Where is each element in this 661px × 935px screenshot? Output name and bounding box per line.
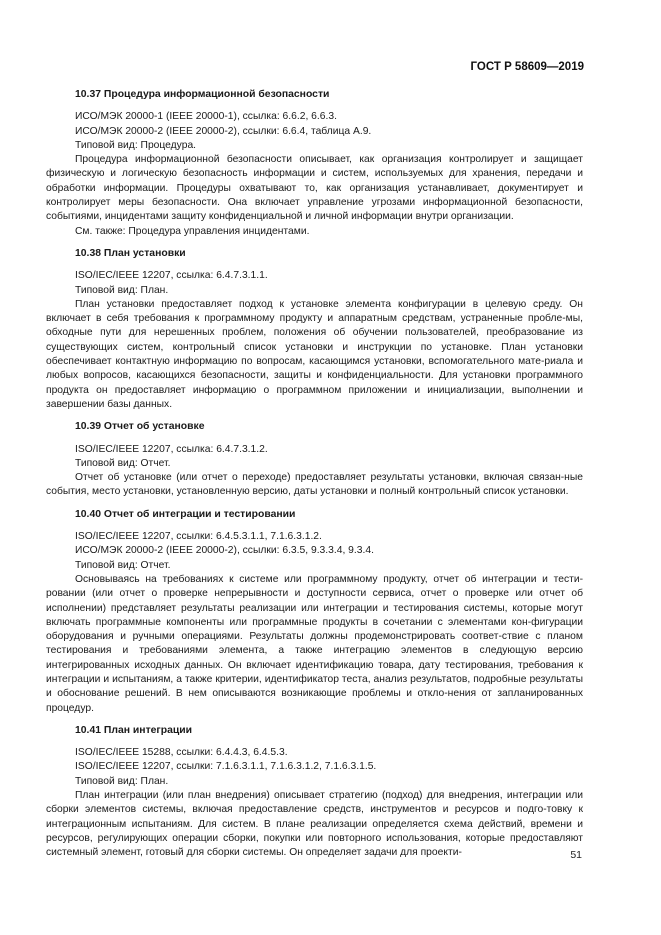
section-heading: 10.40 Отчет об интеграции и тестировании <box>75 508 296 520</box>
body-paragraph: Процедура информационной безопасности описывает, как организация контролирует и защищает физическую и логическую безопасность информации и систем, используемых для хранения, передачи и обработки информации. Процедуры охватывают то, как организация устанавливает, документирует и контролирует меры безопасности. Она включает управление угрозами информационной безопасности, событиями, инцидентами защиту конфиденциальной и личной информации внутри организации. <box>46 154 583 223</box>
section-10-38 <box>46 247 583 412</box>
document-body <box>46 88 583 869</box>
reference-line: ИСО/МЭК 20000-2 (IEEE 20000-2), ссылки: 6.3.5, 9.3.3.4, 9.3.4. <box>75 545 374 557</box>
reference-line: ISO/IEC/IEEE 15288, ссылки: 6.4.4.3, 6.4.5.3. <box>75 747 288 759</box>
body-paragraph: Основываясь на требованиях к системе или программному продукту, отчет об интеграции и тести-ровании (или отчет о проверке непрерывности и доступности сервиса, отчет о проверке или отчет об исполнении) представляет результаты реализации или интеграции и тестирования системы, которые могут включать программные компоненты или программные продукты в сочетании с элементами кон-фигурации оборудования и ручными операциями. Результаты должны продемонстрировать соответ-ствие с планом тестирования и требованиями элемента, а также интеграцию элементов в следующую версию интегрированных исходных данных. Он включает идентификацию товара, дату тестирования, требования к интеграции и испытаниям, а также критерии, идентификатор теста, анализ результатов, подробные результаты и обоснование решений. В нем описываются возникающие проблемы и откло-нения от запланированных процедур. <box>46 573 583 714</box>
section-10-37 <box>46 88 583 239</box>
view-type-line: Типовой вид: Отчет. <box>75 457 171 469</box>
section-10-41 <box>46 724 583 861</box>
body-paragraph: Отчет об установке (или отчет о переходе) предоставляет результаты установки, включая связан-ные события, место установки, установленную версию, даты установки и полный контрольный список установки. <box>46 472 583 498</box>
section-heading: 10.41 План интеграции <box>75 724 193 736</box>
view-type-line: Типовой вид: Отчет. <box>75 559 171 571</box>
section-10-39 <box>46 420 583 499</box>
document-standard-header: ГОСТ Р 58609—2019 <box>470 61 584 73</box>
reference-line: ISO/IEC/IEEE 12207, ссылки: 6.4.5.3.1.1, 7.1.6.3.1.2. <box>75 531 322 543</box>
body-paragraph: План интеграции (или план внедрения) описывает стратегию (подход) для внедрения, интеграции или сборки элементов системы, включая предоставление средств, инструментов и ресурсов и подго-товку к интеграционным испытаниям. Для систем. В плане реализации определяется схема действий, времени и ресурсов, регулирующих операции сборки, покупки или повторного использования, которые предоставляют системный элемент, готовый для сборки системы. Он определяет задачи для проекти- <box>46 790 583 859</box>
reference-line: ISO/IEC/IEEE 12207, ссылка: 6.4.7.3.1.1. <box>75 270 268 282</box>
reference-line: ИСО/МЭК 20000-1 (IEEE 20000-1), ссылка: 6.6.2, 6.6.3. <box>75 111 337 123</box>
view-type-line: Типовой вид: План. <box>75 284 169 296</box>
reference-line: ISO/IEC/IEEE 12207, ссылка: 6.4.7.3.1.2. <box>75 443 268 455</box>
body-paragraph: План установки предоставляет подход к установке элемента конфигурации в целевую среду. Он включает в себя требования к программному продукту и аппаратным средствам, устраненные пробле-мы, обходные пути для нерешенных проблем, положения об обучении пользователей, преобразование из существующих систем, контрольный список установки и инструкции по установке. План установки обеспечивает контактную информацию по вопросам, касающимся установки, вспомогательного мате-риала и любых вопросов, касающихся безопасности, защиты и конфиденциальности. Для установки программного продукта он предоставляет информацию о программном приложении и инициализации, выполнении и завершении базы данных. <box>46 298 583 410</box>
reference-line: ISO/IEC/IEEE 12207, ссылки: 7.1.6.3.1.1, 7.1.6.3.1.2, 7.1.6.3.1.5. <box>75 761 377 773</box>
section-10-40 <box>46 508 583 716</box>
section-heading: 10.39 Отчет об установке <box>75 421 205 433</box>
see-also-paragraph: См. также: Процедура управления инцидентами. <box>75 225 310 237</box>
reference-line: ИСО/МЭК 20000-2 (IEEE 20000-2), ссылки: 6.6.4, таблица А.9. <box>75 125 372 137</box>
view-type-line: Типовой вид: Процедура. <box>75 139 197 151</box>
view-type-line: Типовой вид: План. <box>75 775 169 787</box>
section-heading: 10.37 Процедура информационной безопасности <box>75 89 330 100</box>
page-number: 51 <box>570 849 582 861</box>
section-heading: 10.38 План установки <box>75 247 186 259</box>
